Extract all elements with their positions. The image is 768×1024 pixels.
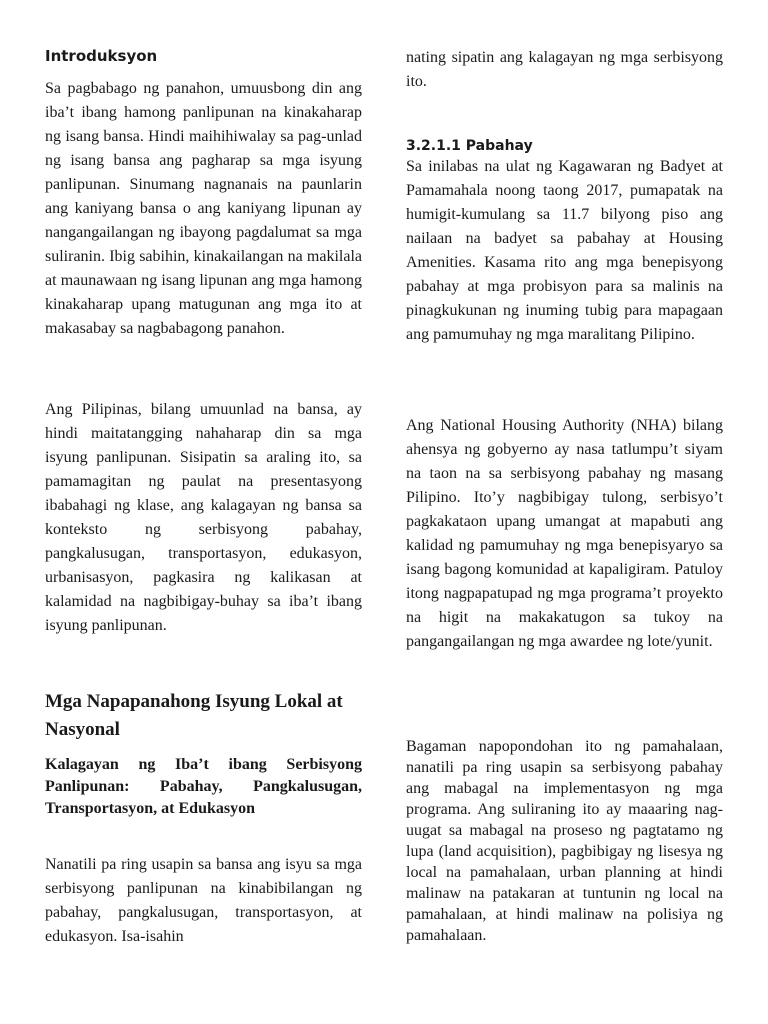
pabahay-paragraph-3: Bagaman napopondohan ito ng pamahalaan, nanatili pa ring usapin sa serbisyong pabahay ang mabagal na implementasyon ng mga programa. Ang suliraning ito ay maaaring nag-uugat sa mabagal na proseso ng pagtatamo ng lupa (land acquisition), pagbibigay ng lisesya ng local na pamahalaan, urban planning at hindi malinaw na patakaran at tuntunin ng local na pamahalaan, at hindi malinaw na polisiya ng pamahalaan.	[406, 738, 723, 944]
pabahay-paragraph-1: Sa inilabas na ulat ng Kagawaran ng Badyet at Pamamahala noong taong 2017, pumapatak na humigit-kumulang sa 11.7 bilyong piso ang nailaan na badyet sa pabahay at Housing Amenities. Kasama rito ang mga benepisyong pabahay at mga probisyon para sa malinis na pinagkukunan ng inuming tubig para mapagaan ang pamumuhay ng mga maralitang Pilipino.	[406, 158, 723, 343]
section-heading: Mga Napapanahong Isyung Lokal at Nasyonal	[45, 691, 343, 740]
intro-paragraph-2: Ang Pilipinas, bilang umuunlad na bansa, ay hindi maitatangging nahaharap din sa mga isyung panlipunan. Sisipatin sa araling ito, sa pamamagitan ng paulat na presentasyong ibabahagi ng klase, ang kalagayan ng bansa sa konteksto ng serbisyong pabahay, pangkalusugan, transportasyon, edukasyon, urbanisasyon, pagkasira ng kalikasan at kalamidad na nagbibigay-buhay sa iba’t ibang isyung panlipunan.	[45, 401, 362, 634]
pabahay-paragraph-2: Ang National Housing Authority (NHA) bilang ahensya ng gobyerno ay nasa tatlumpu’t siyam na taon na sa serbisyong pabahay ng masang Pilipino. Ito’y nagbibigay tulong, serbisyo’t pagkakataon upang umangat at mapabuti ang kalidad ng pamumuhay ng mga benepisyaryo sa isang bagong komunidad at kapaligiram. Patuloy itong nagpapatupad ng mga programa’t proyekto na higit na makakatugon sa tukoy na pangangailangan ng mga awardee ng lote/yunit.	[406, 417, 723, 650]
introduksyon-heading: Introduksyon	[45, 47, 158, 65]
sub-heading: Kalagayan ng Iba’t ibang Serbisyong Panlipunan: Pabahay, Pangkalusugan, Transportasyon, at Edukasyon	[45, 756, 362, 817]
section-paragraph-1: Nanatili pa ring usapin sa bansa ang isyu sa mga serbisyong panlipunan na kinabibilangan ng pabahay, pangkalusugan, transportasyon, at edukasyon. Isa-isahin	[45, 856, 362, 945]
pabahay-heading: 3.2.1.1 Pabahay	[406, 138, 533, 154]
continuation-paragraph: nating sipatin ang kalagayan ng mga serbisyong ito.	[406, 49, 723, 90]
intro-paragraph-1: Sa pagbabago ng panahon, umuusbong din ang iba’t ibang hamong panlipunan na kinakaharap ng isang bansa. Hindi maihihiwalay sa pag-unlad ng isang bansa ang pagharap sa mga isyung panlipunan. Sinumang nagnanais na paunlarin ang kaniyang bansa o ang kaniyang lipunan ay nangangailangan ng ibayong pagdalumat sa mga suliranin. Ibig sabihin, kinakailangan na makilala at maunawaan ng isang lipunan ang mga hamong kinakaharap upang matugunan ang mga ito at makasabay sa nagbabagong panahon.	[45, 80, 362, 337]
